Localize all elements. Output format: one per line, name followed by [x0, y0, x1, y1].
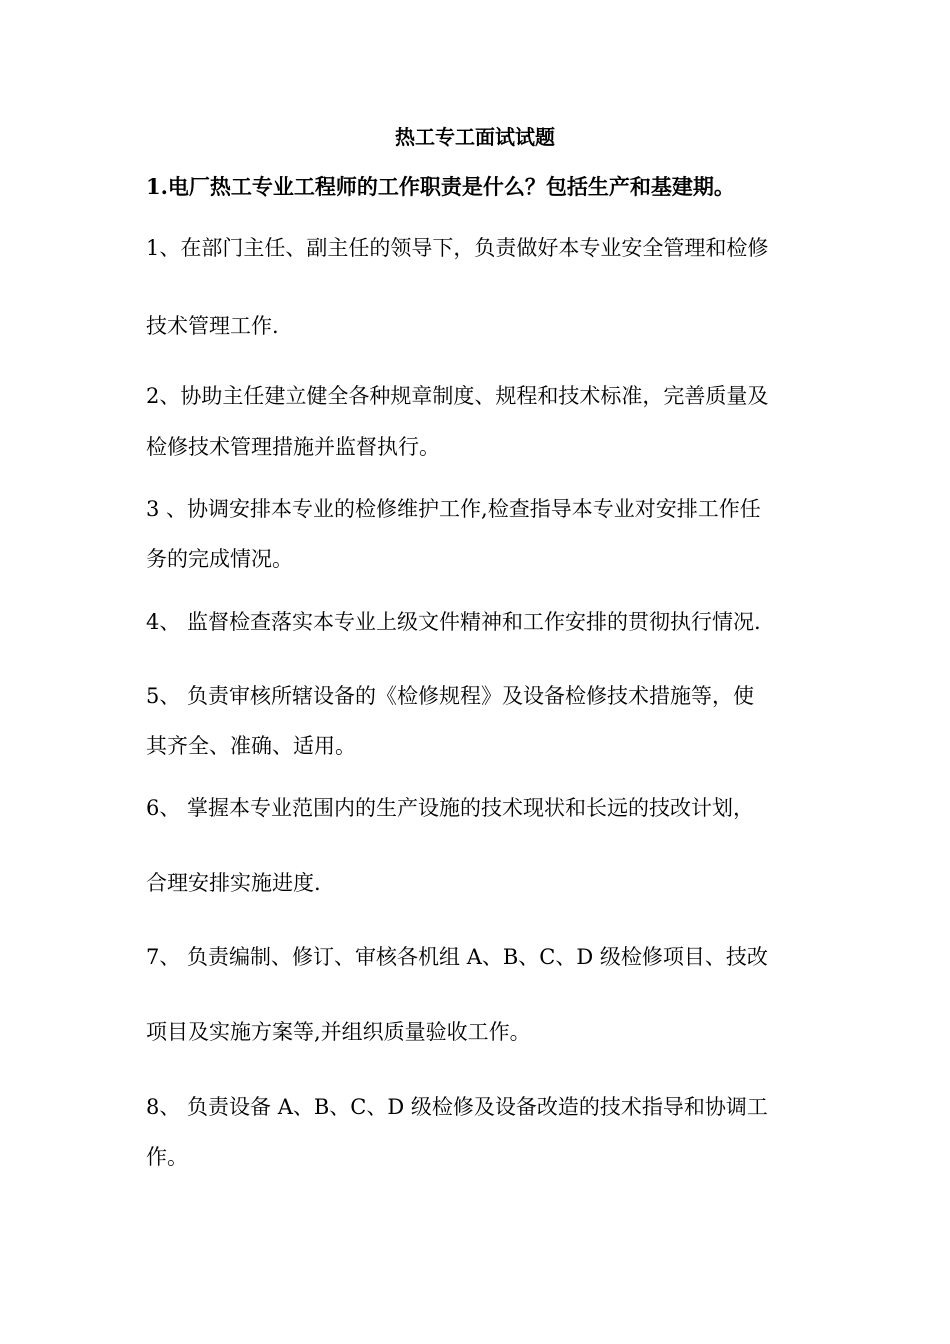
answer-line: 8、 负责设备 A、B、C、D 级检修及设备改造的技术指导和协调工 — [146, 1095, 768, 1119]
answer-line: 其齐全、准确、适用。 — [146, 734, 356, 758]
answer-line: 2、协助主任建立健全各种规章制度、规程和技术标准，完善质量及 — [146, 384, 769, 408]
answer-line: 7、 负责编制、修订、审核各机组 A、B、C、D 级检修项目、技改 — [146, 945, 768, 969]
answer-line: 项目及实施方案等,并组织质量验收工作。 — [146, 1020, 531, 1044]
answer-line: 4、 监督检查落实本专业上级文件精神和工作安排的贯彻执行情况. — [146, 610, 761, 634]
answer-line: 5、 负责审核所辖设备的《检修规程》及设备检修技术措施等，使 — [146, 684, 755, 708]
answer-line: 1、在部门主任、副主任的领导下，负责做好本专业安全管理和检修 — [146, 236, 769, 260]
answer-line: 务的完成情况。 — [146, 547, 293, 571]
answer-line: 作。 — [146, 1145, 188, 1169]
answer-line: 检修技术管理措施并监督执行。 — [146, 435, 440, 459]
answer-line: 6、 掌握本专业范围内的生产设施的技术现状和长远的技改计划， — [146, 796, 755, 820]
question-heading: 1.电厂热工专业工程师的工作职责是什么？包括生产和基建期。 — [146, 174, 735, 199]
answer-line: 3 、协调安排本专业的检修维护工作,检查指导本专业对安排工作任 — [146, 497, 761, 521]
document-title: 热工专工面试试题 — [395, 125, 555, 149]
answer-line: 技术管理工作. — [146, 314, 279, 338]
answer-line: 合理安排实施进度. — [146, 871, 321, 895]
